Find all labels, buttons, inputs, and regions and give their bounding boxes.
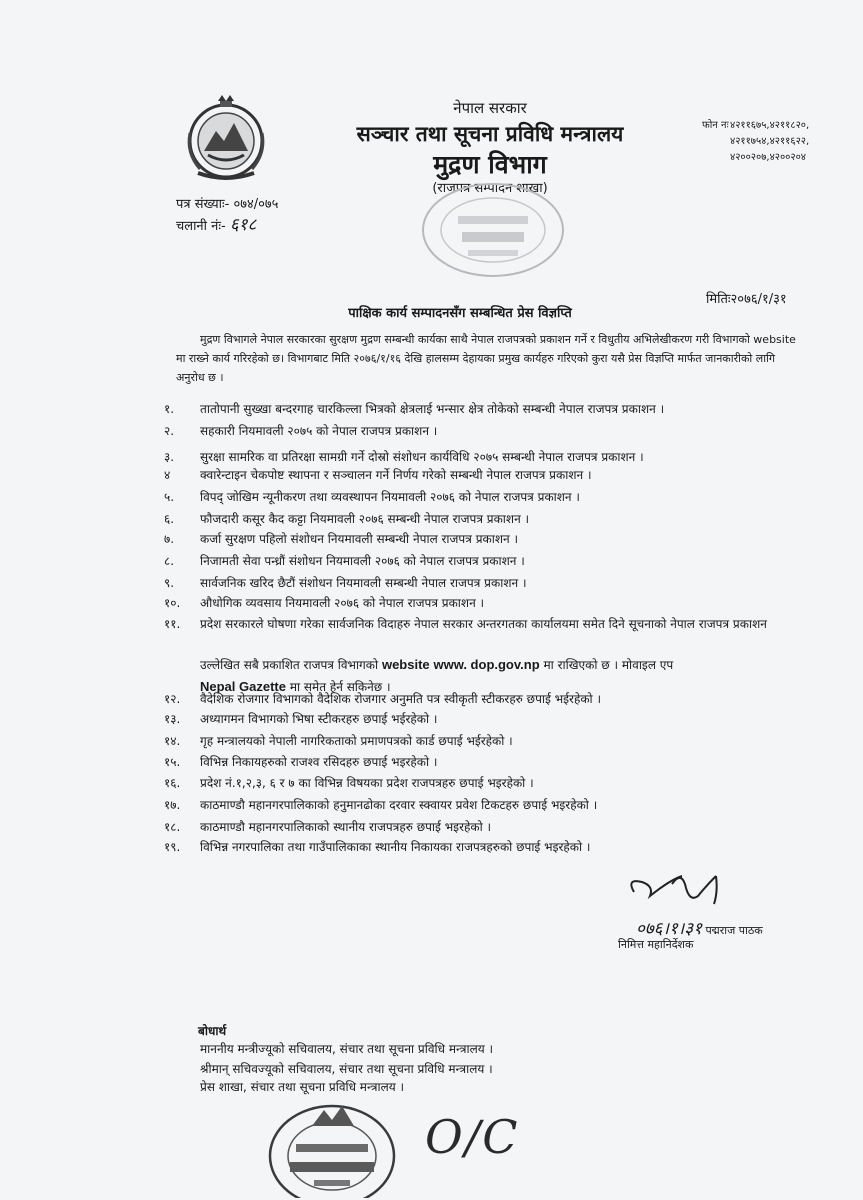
list-item-number: ३. [164, 450, 175, 464]
phone-line: ४२००२०७,४२००२०४ [730, 152, 806, 163]
list-item-number: १. [164, 402, 175, 416]
letter-number-label: पत्र संख्याः- [176, 197, 230, 212]
list-item-number: १७. [164, 798, 181, 812]
list-item-text: वैदेशिक रोजगार विभागको वैदेशिक रोजगार अनुमति पत्र स्वीकृती स्टीकरहरु छपाई भईरहेको । [200, 692, 602, 706]
list-item-text: कर्जा सुरक्षण पहिलो संशोधन नियमावली सम्बन्धी नेपाल राजपत्र प्रकाशन । [200, 532, 519, 546]
list-item-number: ४ [164, 468, 171, 482]
list-item-text: विभिन्न नगरपालिका तथा गाउँपालिकाका स्थानीय निकायका राजपत्रहरुको छपाई भइरहेको । [200, 840, 591, 854]
list-item-number: १९. [164, 840, 181, 854]
list-item-text: काठमाण्डौ महानगरपालिकाको स्थानीय राजपत्रहरु छपाई भइरहेको । [200, 820, 492, 834]
nepal-emblem-icon [178, 93, 274, 181]
list-item-number: १८. [164, 820, 181, 834]
signatory-name [636, 916, 763, 939]
dispatch-number [176, 212, 256, 235]
list-item-number: ९. [164, 576, 175, 590]
handwritten-annotation: O/C [425, 1110, 520, 1164]
list-item-number: ५. [164, 490, 175, 504]
dispatch-number-label: चलानी नंः- [176, 219, 226, 234]
list-item-text: विभिन्न निकायहरुको राजश्व रसिदहरु छपाई भइरहेको । [200, 755, 438, 769]
list-item-number: १२. [164, 692, 181, 706]
cc-recipient: श्रीमान् सचिवज्यूको सचिवालय, संचार तथा सूचना प्रविधि मन्त्रालय । [200, 1062, 493, 1076]
list-item-text: प्रदेश सरकारले घोषणा गरेका सार्वजनिक विदाहरु नेपाल सरकार अन्तरगतका कार्यालयमा समेत दिने सूचनाको नेपाल राजपत्र प्रकाशन [200, 617, 767, 631]
website-note [200, 654, 800, 698]
app-name: Nepal Gazette [200, 679, 286, 694]
list-item-number: १०. [164, 596, 181, 610]
list-item-text: औधोगिक व्यवसाय नियमावली २०७६ को नेपाल राजपत्र प्रकाशन । [200, 596, 485, 610]
ministry-name: सञ्चार तथा सूचना प्रविधि मन्त्रालय [356, 122, 624, 146]
list-item-number: १३. [164, 712, 181, 726]
list-item-text: सुरक्षा सामरिक वा प्रतिरक्षा सामग्री गर्ने दोस्रो संशोधन कार्यविधि २०७५ सम्बन्धी नेपाल राजपत्र प्रकाशन । [200, 450, 644, 464]
cc-recipient: प्रेस शाखा, संचार तथा सूचना प्रविधि मन्त्रालय । [200, 1080, 405, 1094]
list-item-number: १४. [164, 734, 181, 748]
list-item-number: १६. [164, 776, 181, 790]
list-item-number: २. [164, 424, 175, 438]
subject-heading: पाक्षिक कार्य सम्पादनसँग सम्बन्धित प्रेस विज्ञप्ति [348, 306, 572, 321]
list-item-text: निजामती सेवा पन्ध्रौं संशोधन नियमावली २०७६ को नेपाल राजपत्र प्रकाशन । [200, 554, 525, 568]
signature-icon [620, 872, 790, 922]
signature-date: ०७६।१।३१ [636, 919, 702, 939]
issue-date: मितिः२०७६/१/३१ [706, 292, 787, 307]
list-item-text: क्वारेन्टाइन चेकपोष्ट स्थापना र सञ्चालन गर्ने निर्णय गरेको सम्बन्धी नेपाल राजपत्र प्रकाशन । [200, 468, 592, 482]
list-item-number: ६. [164, 512, 175, 526]
note-text: उल्लेखित सबै प्रकाशित राजपत्र विभागको [200, 658, 379, 672]
signatory-name-text: पद्मराज पाठक [705, 924, 763, 937]
list-item-text: काठमाण्डौ महानगरपालिकाको हनुमानढोका दरवार स्क्वायर प्रवेश टिकटहरु छपाई भइरहेको । [200, 798, 598, 812]
list-item-text: अध्यागमन विभागको भिषा स्टीकरहरु छपाई भईरहेको । [200, 712, 438, 726]
department-stamp-icon [418, 180, 568, 280]
section-name: (राजपत्र सम्पादन शाखा) [432, 181, 548, 196]
phone-label: फोन नः [702, 120, 729, 131]
phone-numbers [730, 118, 809, 166]
list-item-text: तातोपानी सुख्खा बन्दरगाह चारकिल्ला भित्रको क्षेत्रलाई भन्सार क्षेत्र तोकेको सम्बन्धी नेपाल राजपत्र प्रकाशन । [200, 402, 665, 416]
letter-number [176, 194, 278, 212]
letter-number-value: ०७४/०७५ [233, 197, 279, 212]
list-item-text: फौजदारी कसूर कैद कट्टा नियमावली २०७६ सम्बन्धी नेपाल राजपत्र प्रकाशन । [200, 512, 530, 526]
department-name: मुद्रण विभाग [433, 150, 547, 179]
list-item-text: विपद् जोखिम न्यूनीकरण तथा व्यवस्थापन नियमावली २०७६ को नेपाल राजपत्र प्रकाशन । [200, 490, 580, 504]
list-item-number: ८. [164, 554, 175, 568]
cc-heading: बोधार्थ [198, 1024, 227, 1038]
list-item-text: प्रदेश नं.१,२,३, ६ र ७ का विभिन्न विषयका प्रदेश राजपत्रहरु छपाई भइरहेको । [200, 776, 534, 790]
note-text: मा राखिएको छ । मोवाइल एप [543, 658, 674, 672]
cc-recipient: माननीय मन्त्रीज्यूको सचिवालय, संचार तथा सूचना प्रविधि मन्त्रालय । [200, 1042, 494, 1056]
official-stamp-icon [262, 1086, 402, 1198]
list-item-number: १५. [164, 755, 181, 769]
phone-line: ४२११६७५,४२११८२०, [730, 120, 810, 131]
website-url: www. dop.gov.np [433, 657, 540, 672]
government-name: नेपाल सरकार [453, 99, 527, 117]
list-item-text: सहकारी नियमावली २०७५ को नेपाल राजपत्र प्रकाशन । [200, 424, 438, 438]
intro-paragraph: मुद्रण विभागले नेपाल सरकारका सुरक्षण मुद्रण सम्बन्धी कार्यका साथै नेपाल राजपत्रको प्रकाशन गर्ने र विधुतीय अभिलेखीकरण गरी विभागको website मा राख्ने कार्य गरिरहेको छ। विभागबाट मिति २०७६/१/१६ देखि हालसम्म देहायका प्रमुख कार्यहरु गरिएको कुरा यसै प्रेस विज्ञप्ति मार्फत जानकारीको लागि अनुरोध छ । [176, 333, 796, 384]
note-text: मा समेत हेर्न सकिनेछ । [289, 680, 391, 694]
list-item-text: सार्वजनिक खरिद छैटौं संशोधन नियमावली सम्बन्धी नेपाल राजपत्र प्रकाशन । [200, 576, 527, 590]
list-item-number: ७. [164, 532, 175, 546]
website-word: website [381, 657, 430, 672]
list-item-number: ११. [164, 617, 181, 631]
signatory-title: निमित्त महानिर्देशक [618, 938, 694, 951]
phone-line: ४२११७५४,४२११६२२, [730, 136, 810, 147]
list-item-text: गृह मन्त्रालयको नेपाली नागरिकताको प्रमाणपत्रको कार्ड छपाई भईरहेको । [200, 734, 513, 748]
dispatch-number-value: ६१८ [229, 215, 257, 235]
